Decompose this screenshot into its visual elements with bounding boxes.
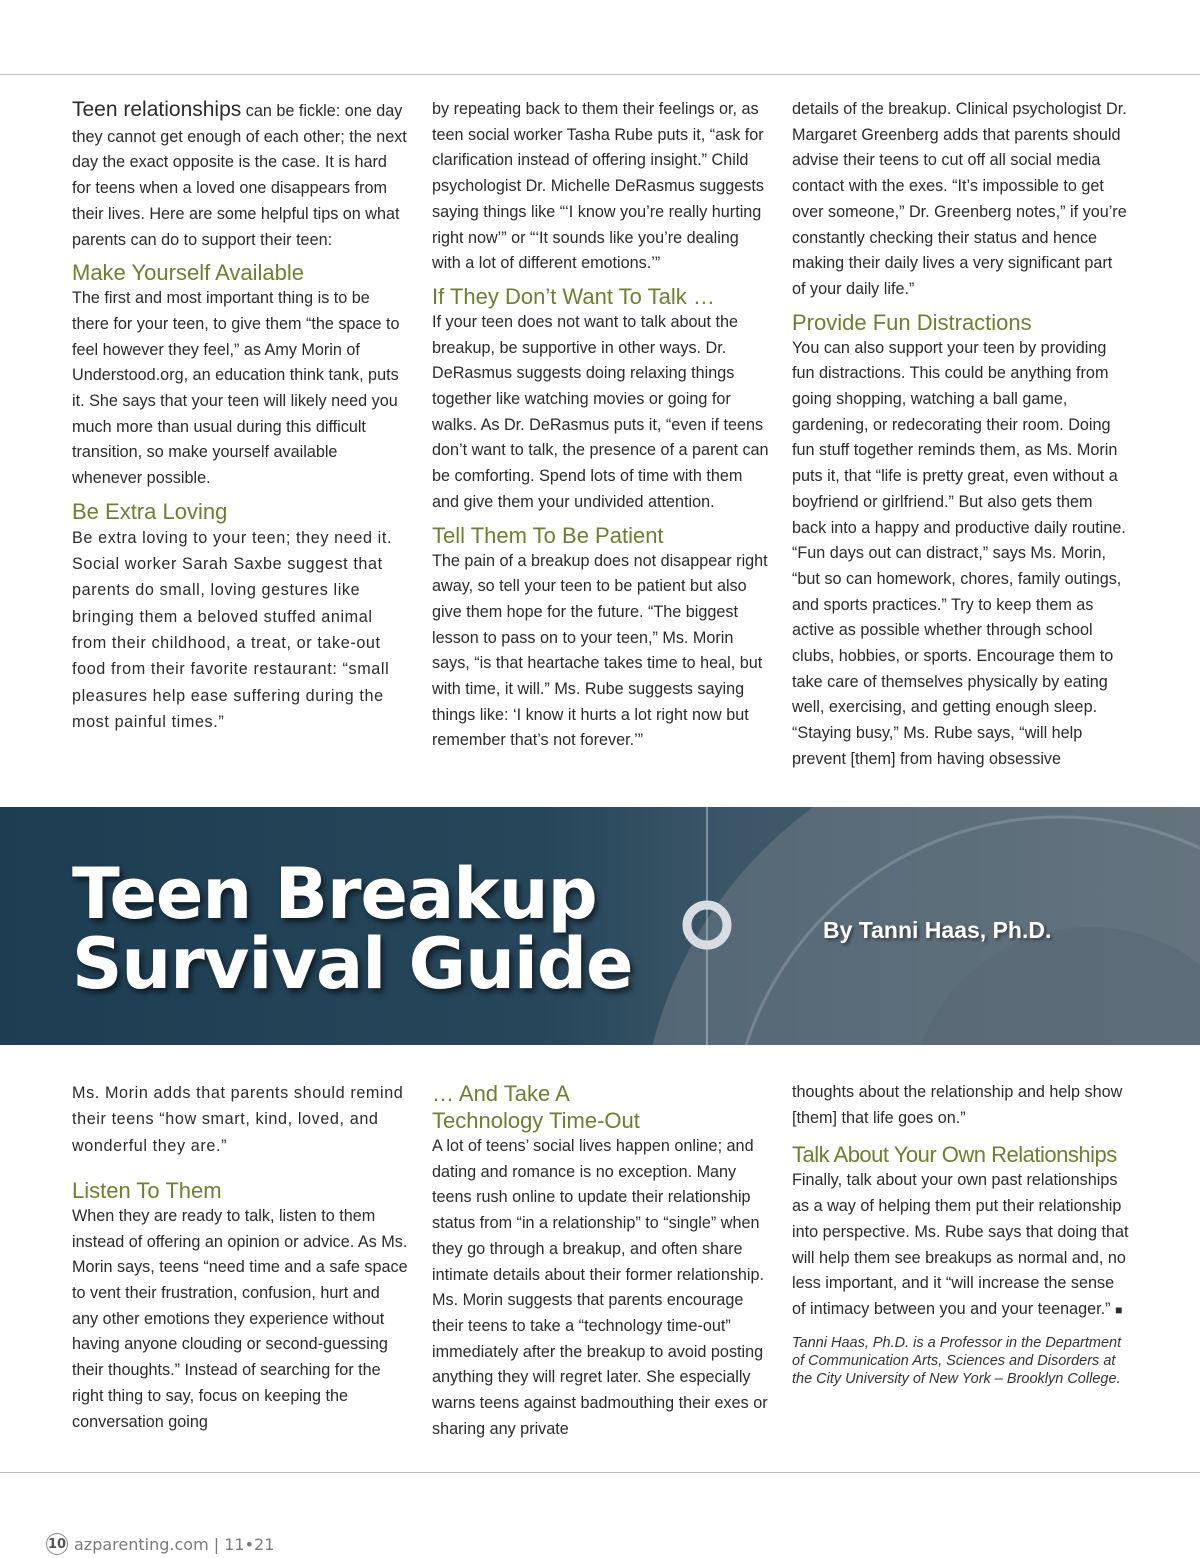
paragraph-fun: You can also support your teen by providing fun distractions. This could be anything from going shopping, watching a ball game, gardening, or redecorating their room. Doing fun stuff together reminds them, as Ms. Morin puts it, that “life is pretty great, even without a boyfriend or girlfriend.” But also gets them back into a happy and productive daily routine. “Fun days out can distract,” says Ms. Morin, “but so can homework, chores, family outings, and sports practices.” Try to keep them as active as possible whether through school clubs, hobbies, or sports. Encourage them to take care of themselves physically by eating well, exercising, and getting enough sleep. “Staying busy,” Ms. Rube says, “will help prevent [them] from having obsessive [792,338,1126,768]
heading-be-patient: Tell Them To Be Patient [432,522,664,548]
author-bio: Tanni Haas, Ph.D. is a Professor in the Department of Communication Arts, Sciences and Disorders at the City University of New York – Brooklyn College. [792,1334,1122,1388]
top-rule [0,74,1200,75]
paragraph-talk: If your teen does not want to talk about the breakup, be supportive in other ways. Dr. DeRasmus suggests doing relaxing things together like watching movies or going for walks. As Dr. DeRasmus puts it, “even if teens don’t want to talk, the presence of a parent can be comforting. Spend lots of time with them and give them your undivided attention. [432,312,769,511]
intro-paragraph [72,97,410,253]
end-mark: ■ [1115,1302,1123,1317]
paragraph-continued: thoughts about the relationship and help show [them] that life goes on.” [792,1083,1123,1127]
heading-dont-want-to-talk: If They Don’t Want To Talk … [432,283,715,309]
column-3-top [792,97,1130,773]
page-footer [46,1533,274,1555]
column-3-bottom [792,1080,1130,1388]
column-1-top [72,97,410,735]
column-2-top [432,97,770,754]
heading-make-yourself-available: Make Yourself Available [72,260,304,286]
heading-be-extra-loving: Be Extra Loving [72,498,228,524]
bottom-rule [0,1472,1200,1473]
paragraph-technology: A lot of teens’ social lives happen online; and dating and romance is no exception. Many teens rush online to update their relationship status from “in a relationship” to “single” when they go through a breakup, and often share intimate details about their former relationship. Ms. Morin suggests that parents encourage their teens to take a “technology time-out” immediately after the breakup to avoid posting anything they will regret later. She especially warns teens against badmouthing their exes or sharing any private [432,1137,768,1438]
paragraph-own-text: Finally, talk about your own past relationships as a way of helping them put their relationship into perspective. Ms. Rube says that doing that will help them see breakups as normal and, no less important, and it “will increase the sense of intimacy between you and your teenager.” [792,1171,1129,1318]
paragraph-own [792,1168,1130,1323]
heading-technology-time-out [432,1080,770,1134]
heading-listen: Listen To Them [72,1177,222,1203]
paragraph-loving: Be extra loving to your teen; they need it. Social worker Sarah Saxbe suggest that parents do small, loving gestures like bringing them a beloved stuffed animal from their childhood, a treat, or take-out food from their favorite restaurant: “small pleasures help ease suffering during the most painful times.” [72,528,393,731]
title-banner [0,807,1200,1045]
heading-fun-distractions: Provide Fun Distractions [792,309,1032,335]
heading-own-relationships: Talk About Your Own Relationships [792,1142,1117,1168]
intro-text: one day they cannot get enough of each other; the next day the exact opposite is the case. It is hard for teens when a loved one disappears from their lives. Here are some helpful tips on what parents can do to support their teen: [72,102,407,249]
paragraph-continued: Ms. Morin adds that parents should remind their teens “how smart, kind, loved, and wonderful they are.” [72,1084,404,1155]
byline: By Tanni Haas, Ph.D. [823,917,1052,943]
heading-tech-line-1: … And Take A [432,1081,570,1106]
article-title [72,853,633,1005]
column-1-bottom [72,1080,410,1435]
paragraph-continued: details of the breakup. Clinical psychologist Dr. Margaret Greenberg adds that parents should advise their teens to cut off all social media contact with the exes. “It’s impossible to get over someone,” Dr. Greenberg notes,” if you’re constantly checking their status and hence making their daily lives a very significant part of your daily life.” [792,100,1127,298]
column-2-bottom [432,1080,770,1442]
footer-site: azparenting.com | 11•21 [74,1534,275,1554]
lead-in: Teen relationships [72,98,242,121]
page-number: 10 [46,1533,68,1555]
title-line-1: Teen Breakup [72,853,597,935]
paragraph-available: The first and most important thing is to be there for your teen, to give them “the space to feel however they feel,” as Amy Morin of Understood.org, an education think tank, puts it. She says that your teen will likely need you much more than usual during this difficult transition, so make yourself available whenever possible. [72,289,400,488]
lead-in-rest: can be fickle: [241,102,341,120]
paragraph-listen: When they are ready to talk, listen to them instead of offering an opinion or advice. As Ms. Morin says, teens “need time and a safe space to vent their frustration, confusion, hurt and any other emotions they experience without having anyone clouding or second-guessing their thoughts.” Instead of searching for the right thing to say, focus on keeping the conversation going [72,1206,408,1431]
paragraph-continued: by repeating back to them their feelings or, as teen social worker Tasha Rube puts it, “ask for clarification instead of offering insight.” Child psychologist Dr. Michelle DeRasmus suggests saying things like “‘I know you’re really hurting right now’” or “‘It sounds like you’re dealing with a lot of different emotions.’” [432,100,764,273]
title-line-2: Survival Guide [72,923,633,1005]
paragraph-patient: The pain of a breakup does not disappear right away, so tell your teen to be patient but also give them hope for the future. “The biggest lesson to pass on to your teen,” Ms. Morin says, “is that heartache takes time to heal, but with time, it will.” Ms. Rube suggests saying things like: ‘I know it hurts a lot right now but remember that’s not forever.’” [432,551,768,750]
heading-tech-line-2: Technology Time-Out [432,1108,640,1133]
